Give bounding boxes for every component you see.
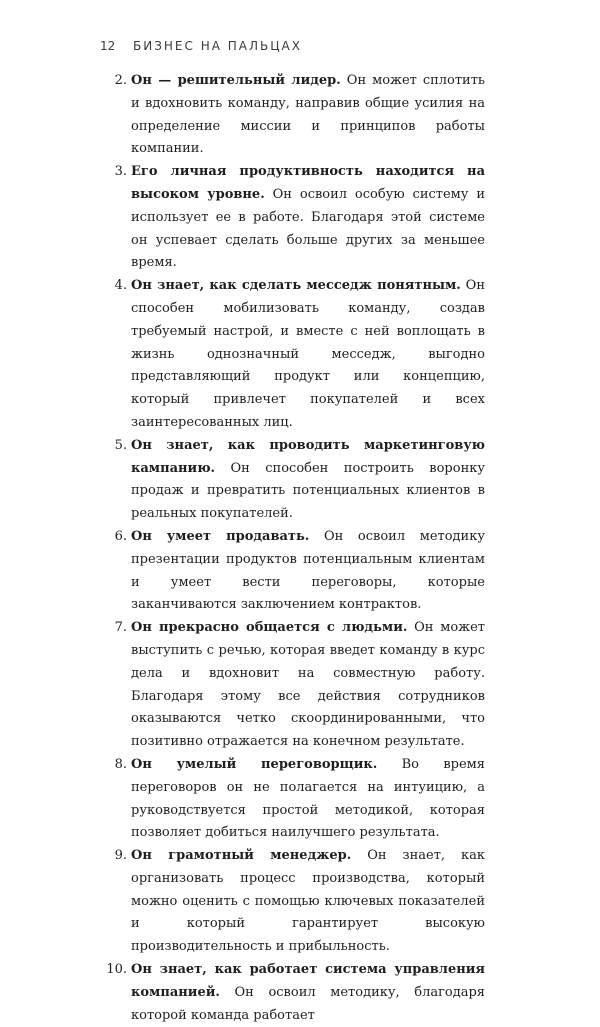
list-item bbox=[103, 275, 485, 435]
item-text: Он способен мобилизовать команду, создав требуемый настрой, и вместе с ней воплощать в жизнь однозначный месседж, выгодно представляющий продукт или концепцию, который привлечет покупателей и всех заинтересованных лиц. bbox=[131, 278, 485, 430]
item-lead: Он — решительный лидер. bbox=[131, 73, 341, 88]
list-item bbox=[103, 617, 485, 754]
item-lead: Он умелый переговорщик. bbox=[131, 756, 378, 772]
item-lead: Он умеет продавать. bbox=[131, 528, 310, 544]
item-text: Он знает, как организовать процесс производства, который можно оценить с помощью ключевых показателей и который гарантирует высокую производительность и прибыльность. bbox=[131, 848, 485, 955]
list-item bbox=[103, 845, 485, 959]
item-text: Он освоил особую систему и использует ее в работе. Благодаря этой системе он успевает сделать больше других за меньшее время. bbox=[131, 186, 485, 271]
item-lead: Он грамотный менеджер. bbox=[131, 848, 352, 864]
item-lead: Он прекрасно общается с людьми. bbox=[131, 620, 408, 636]
item-number: 8. bbox=[114, 756, 127, 772]
item-number: 7. bbox=[114, 620, 127, 636]
item-number: 10. bbox=[106, 962, 127, 978]
list-item bbox=[103, 526, 485, 617]
list-item bbox=[103, 70, 485, 161]
page-number: 12 bbox=[100, 39, 116, 53]
item-lead: Его личная продуктивность находится на высоком уровне. bbox=[131, 164, 485, 202]
item-number: 3. bbox=[114, 164, 127, 180]
running-header bbox=[100, 39, 302, 53]
item-number: 6. bbox=[114, 528, 127, 544]
item-text: Он освоил методику презентации продуктов потенциальным клиентам и умеет вести переговоры, которые заканчиваются заключением контрактов. bbox=[131, 528, 485, 613]
item-lead: Он знает, как проводить маркетинговую кампанию. bbox=[131, 437, 485, 476]
list-item bbox=[103, 435, 485, 526]
item-text: Он может сплотить и вдохновить команду, направив общие усилия на определение миссии и принципов работы компании. bbox=[131, 73, 485, 157]
item-text: Он может выступить с речью, которая введет команду в курс дела и вдохновит на совместную работу. Благодаря этому все действия сотрудников оказываются четко скоординированными, что позитивно отражается на конечном результате. bbox=[131, 620, 485, 750]
item-text: Во время переговоров он не полагается на интуицию, а руководствуется простой методикой, которая позволяет добиться наилучшего результата. bbox=[131, 756, 485, 841]
item-number: 2. bbox=[114, 73, 127, 88]
item-number: 9. bbox=[114, 848, 127, 864]
item-lead: Он знает, как сделать месседж понятным. bbox=[131, 278, 461, 294]
item-text: Он освоил методику, благодаря которой команда работает bbox=[131, 984, 486, 1023]
list-item bbox=[103, 754, 485, 845]
item-number: 4. bbox=[114, 278, 127, 294]
item-lead: Он знает, как работает система управления компанией. bbox=[131, 962, 485, 1000]
qualities-list bbox=[103, 70, 485, 1027]
item-text: Он способен построить воронку продаж и превратить потенциальных клиентов в реальных покупателей. bbox=[131, 460, 486, 522]
list-item bbox=[103, 161, 485, 275]
list-item bbox=[103, 959, 485, 1027]
item-number: 5. bbox=[114, 437, 127, 453]
running-title: БИЗНЕС НА ПАЛЬЦАХ bbox=[133, 39, 302, 53]
